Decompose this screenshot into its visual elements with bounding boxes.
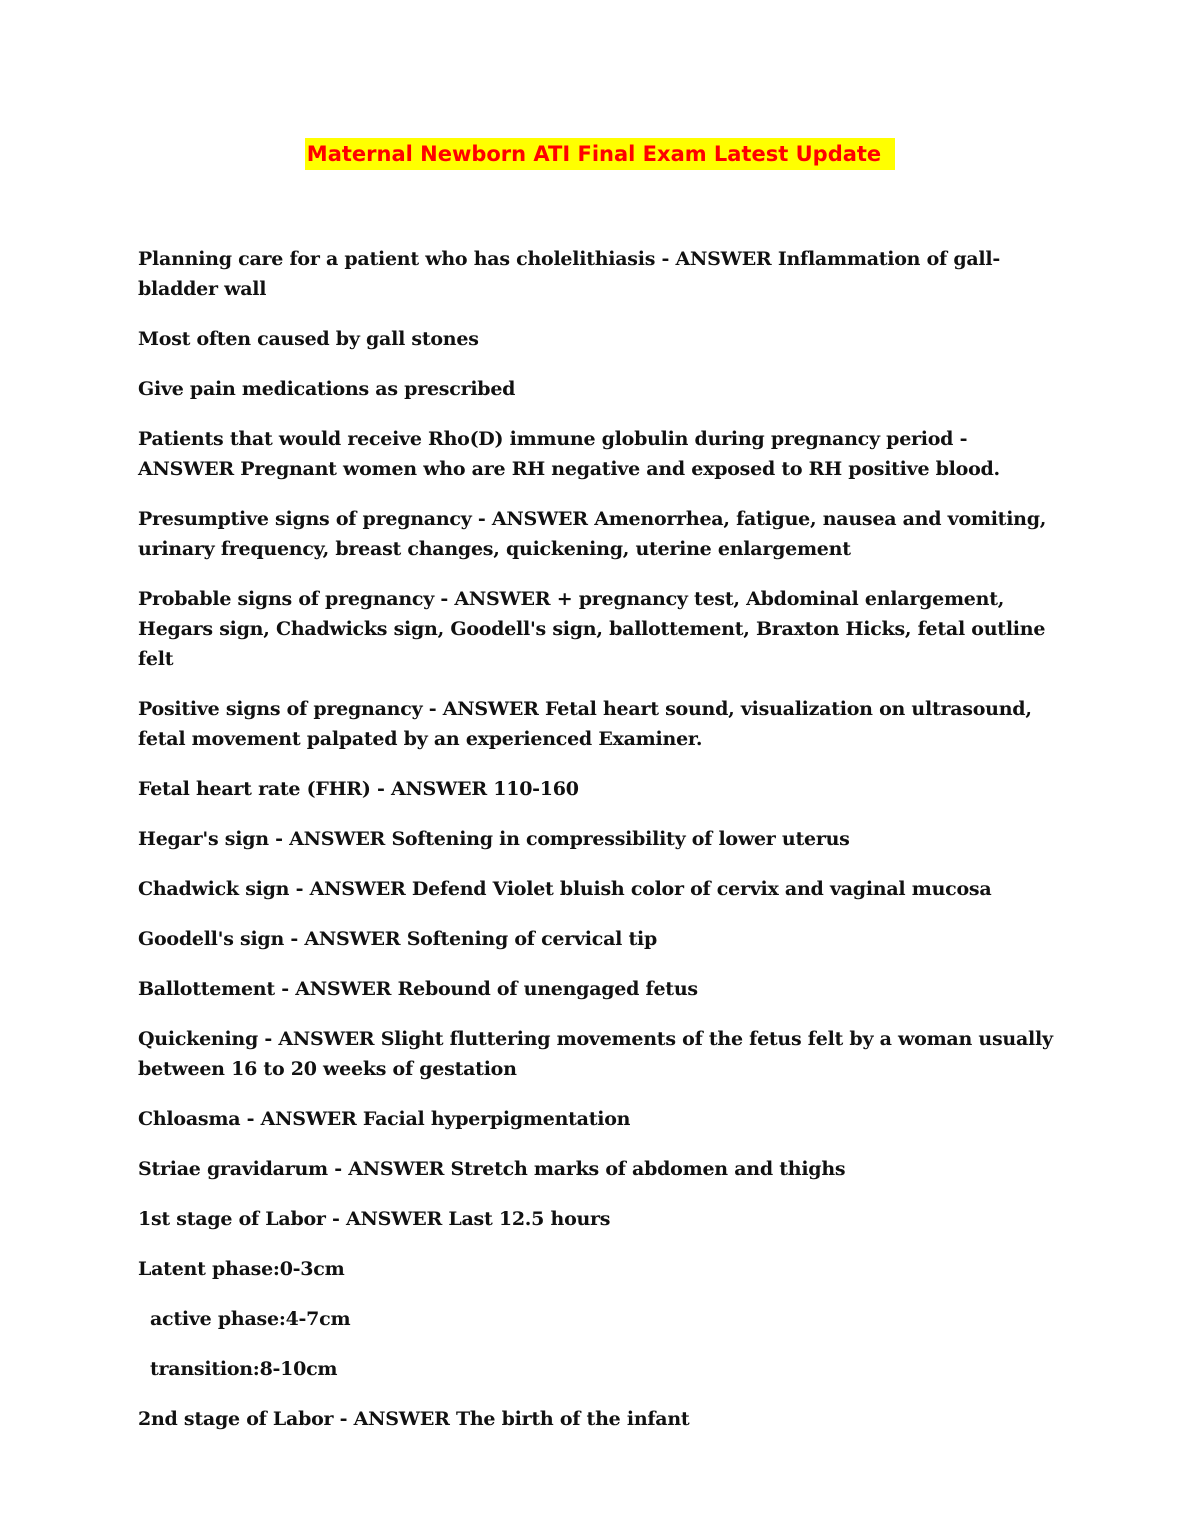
paragraph-gall-stones: Most often caused by gall stones [138, 328, 479, 350]
paragraph-striae-gravidarum: Striae gravidarum - ANSWER Stretch marks of abdomen and thighs [138, 1158, 846, 1180]
paragraph-chadwick-sign: Chadwick sign - ANSWER Defend Violet bluish color of cervix and vaginal mucosa [138, 878, 992, 900]
paragraph-active-phase: active phase:4-7cm [150, 1308, 351, 1330]
paragraph-latent-phase: Latent phase:0-3cm [138, 1258, 345, 1280]
paragraph-positive-signs: Positive signs of pregnancy - ANSWER Fetal heart sound, visualization on ultrasound, fetal movement palpated by an experienced Examiner. [138, 698, 1032, 750]
paragraph-fetal-heart-rate: Fetal heart rate (FHR) - ANSWER 110-160 [138, 778, 579, 800]
document-body [138, 244, 1058, 1454]
paragraph-probable-signs: Probable signs of pregnancy - ANSWER + pregnancy test, Abdominal enlargement, Hegars sign, Chadwicks sign, Goodell's sign, ballottement, Braxton Hicks, fetal outline felt [138, 588, 1046, 670]
title-container [0, 138, 1190, 170]
paragraph-hegars-sign: Hegar's sign - ANSWER Softening in compressibility of lower uterus [138, 828, 850, 850]
document-title: Maternal Newborn ATI Final Exam Latest Update [305, 138, 895, 170]
paragraph-rhogam: Patients that would receive Rho(D) immune globulin during pregnancy period - ANSWER Pregnant women who are RH negative and exposed to RH positive blood. [138, 428, 1000, 480]
paragraph-pain-medications: Give pain medications as prescribed [138, 378, 516, 400]
paragraph-chloasma: Chloasma - ANSWER Facial hyperpigmentation [138, 1108, 631, 1130]
paragraph-presumptive-signs: Presumptive signs of pregnancy - ANSWER Amenorrhea, fatigue, nausea and vomiting, urinary frequency, breast changes, quickening, uterine enlargement [138, 508, 1047, 560]
paragraph-second-stage-labor: 2nd stage of Labor - ANSWER The birth of the infant [138, 1408, 690, 1430]
paragraph-cholelithiasis: Planning care for a patient who has cholelithiasis - ANSWER Inflammation of gall-bladder wall [138, 248, 1000, 300]
paragraph-ballottement: Ballottement - ANSWER Rebound of unengaged fetus [138, 978, 698, 1000]
paragraph-quickening: Quickening - ANSWER Slight fluttering movements of the fetus felt by a woman usually between 16 to 20 weeks of gestation [138, 1028, 1053, 1080]
paragraph-transition: transition:8-10cm [150, 1358, 338, 1380]
paragraph-goodells-sign: Goodell's sign - ANSWER Softening of cervical tip [138, 928, 657, 950]
paragraph-first-stage-labor: 1st stage of Labor - ANSWER Last 12.5 hours [138, 1208, 611, 1230]
